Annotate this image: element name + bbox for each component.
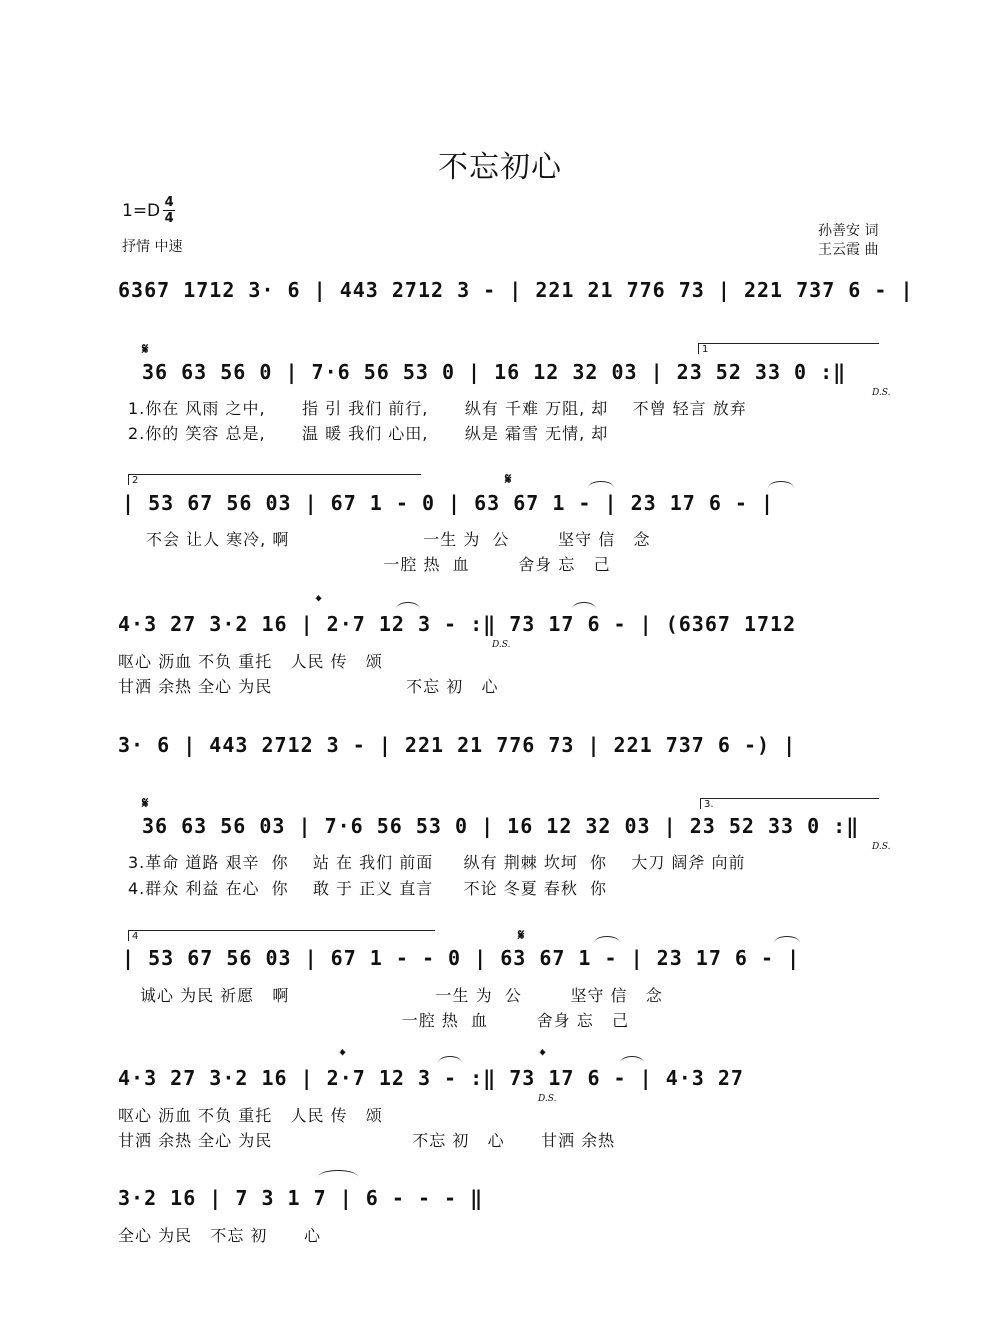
volta-4 — [128, 930, 435, 941]
key-label: 1=D — [122, 200, 161, 221]
volta-1-label: 1 — [702, 344, 709, 355]
lyrics-row-2-line-1: 1.你在 风雨 之中, 指 引 我们 前行, 纵有 千难 万阻, 却 不曾 轻言 放弃 — [128, 399, 747, 418]
lyrics-row-9-line-1: 全心 为民 不忘 初 心 — [118, 1226, 321, 1245]
slur — [396, 602, 420, 609]
score-row-8: 4·3 27 3·2 16 | 2·7 12 3 - :‖ 73 17 6 - | 4·3 27 — [118, 1066, 744, 1090]
coda-symbol: 𝄌 — [316, 592, 322, 610]
volta-1 — [698, 343, 879, 354]
time-signature-top: 4 — [164, 195, 174, 210]
volta-3 — [700, 798, 879, 809]
score-row-5: 3· 6 | 443 2712 3 - | 221 21 776 73 | 221 737 6 -) | — [118, 733, 797, 757]
score-row-9: 3·2 16 | 7 3 1 7 | 6 - - - ‖ — [118, 1186, 484, 1210]
score-row-3: | 53 67 56 03 | 67 1 - 0 | 63 67 1 - | 23 17 6 - | — [122, 491, 775, 515]
composer-credit: 王云霞 曲 — [818, 242, 879, 258]
segno-symbol: 𝄋 — [518, 926, 525, 944]
score-row-4: 4·3 27 3·2 16 | 2·7 12 3 - :‖ 73 17 6 - | (6367 1712 — [118, 612, 797, 636]
ds-marking: D.S. — [872, 842, 891, 852]
volta-2 — [128, 474, 421, 485]
time-signature-bottom: 4 — [164, 211, 174, 226]
lyrics-row-8-line-1: 呕心 沥血 不负 重托 人民 传 颂 — [118, 1106, 383, 1125]
lyricist-credit: 孙善安 词 — [818, 223, 879, 239]
lyrics-row-3-line-1: 不会 让人 寒冷, 啊 一生 为 公 坚守 信 念 — [146, 530, 651, 549]
coda-symbol: 𝄌 — [340, 1046, 346, 1064]
slur — [774, 936, 800, 943]
volta-4-label: 4 — [132, 931, 139, 942]
slur — [572, 602, 596, 609]
tempo-marking: 抒情 中速 — [122, 239, 183, 255]
segno-symbol: 𝄋 — [142, 794, 149, 812]
slur — [318, 1170, 358, 1177]
slur — [594, 936, 620, 943]
score-row-1: 6367 1712 3· 6 | 443 2712 3 - | 221 21 776 73 | 221 737 6 - | — [118, 278, 914, 302]
time-signature — [163, 196, 175, 225]
lyrics-row-4-line-2: 甘洒 余热 全心 为民 不忘 初 心 — [118, 677, 499, 696]
ds-marking: D.S. — [492, 640, 511, 650]
lyrics-row-8-line-2: 甘洒 余热 全心 为民 不忘 初 心 甘洒 余热 — [118, 1131, 616, 1150]
volta-2-label: 2 — [132, 475, 139, 486]
lyrics-row-3-line-2: 一腔 热 血 舍身 忘 己 — [146, 555, 611, 574]
ds-marking: D.S. — [872, 388, 891, 398]
lyrics-row-2-line-2: 2.你的 笑容 总是, 温 暖 我们 心田, 纵是 霜雪 无情, 却 — [128, 424, 609, 443]
score-row-7: | 53 67 56 03 | 67 1 - - 0 | 63 67 1 - | 23 17 6 - | — [122, 946, 801, 970]
score-row-6: 36 63 56 03 | 7·6 56 53 0 | 16 12 32 03 | 23 52 33 0 :‖ — [142, 814, 860, 838]
slur — [620, 1056, 644, 1063]
segno-symbol: 𝄋 — [142, 340, 149, 358]
lyrics-row-6-line-1: 3.革命 道路 艰辛 你 站 在 我们 前面 纵有 荆棘 坎坷 你 大刀 阔斧 向前 — [128, 853, 746, 872]
volta-3-label: 3. — [704, 799, 714, 810]
ds-marking: D.S. — [538, 1094, 557, 1104]
slur — [588, 481, 614, 488]
coda-symbol: 𝄌 — [540, 1046, 546, 1064]
lyrics-row-7-line-2: 一腔 热 血 舍身 忘 己 — [140, 1011, 629, 1030]
lyrics-row-6-line-2: 4.群众 利益 在心 你 敢 于 正义 直言 不论 冬夏 春秋 你 — [128, 879, 607, 898]
lyrics-row-7-line-1: 诚心 为民 祈愿 啊 一生 为 公 坚守 信 念 — [140, 986, 663, 1005]
song-title: 不忘初心 — [438, 150, 562, 185]
score-row-2: 36 63 56 0 | 7·6 56 53 0 | 16 12 32 03 | 23 52 33 0 :‖ — [142, 360, 847, 384]
key-signature — [122, 196, 175, 225]
slur — [768, 481, 794, 488]
segno-symbol: 𝄋 — [505, 470, 512, 488]
slur — [438, 1056, 462, 1063]
lyrics-row-4-line-1: 呕心 沥血 不负 重托 人民 传 颂 — [118, 652, 383, 671]
